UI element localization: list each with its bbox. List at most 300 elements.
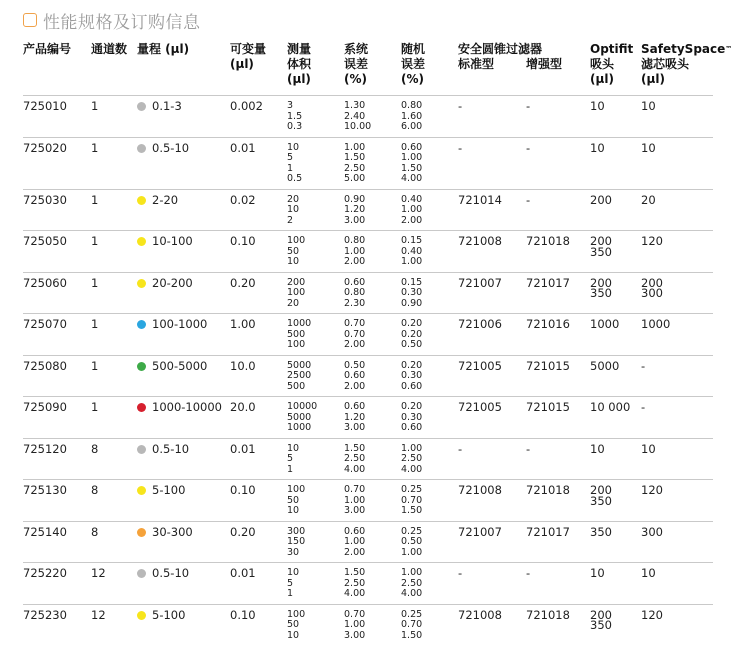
optifit-tip [590, 355, 641, 397]
increment: 10.0 [230, 355, 287, 397]
systematic-error-line: 0.80 [344, 236, 401, 247]
optifit-tip [590, 397, 641, 439]
test-volume-line: 5 [287, 454, 344, 465]
safetyspace-tip [641, 521, 713, 563]
channel-count: 1 [91, 355, 137, 397]
random-error-line: 0.15 [401, 278, 458, 289]
systematic-error-line: 0.60 [344, 371, 401, 382]
section-title [23, 8, 201, 32]
safetyspace-tip-line: - [641, 359, 713, 373]
volume-range-text: 30-300 [152, 525, 193, 539]
filter-standard: 721007 [458, 521, 526, 563]
filter-enhanced: 721018 [526, 480, 590, 522]
random-error-line: 0.40 [401, 195, 458, 206]
optifit-tip-line: 200 [590, 193, 641, 207]
test-volume-line: 100 [287, 610, 344, 621]
random-error-line: 0.60 [401, 143, 458, 154]
volume-range-text: 5-100 [152, 483, 185, 497]
table-row [23, 189, 713, 231]
color-code-dot-icon [137, 611, 146, 620]
test-volume-line: 1 [287, 465, 344, 476]
systematic-error [344, 355, 401, 397]
increment: 20.0 [230, 397, 287, 439]
test-volume [287, 231, 344, 273]
systematic-error-line: 2.50 [344, 579, 401, 590]
safetyspace-tip [641, 272, 713, 314]
color-code-dot-icon [137, 102, 146, 111]
filter-standard: 721005 [458, 397, 526, 439]
systematic-error-line: 1.50 [344, 444, 401, 455]
table-row [23, 96, 713, 138]
product-code: 725140 [23, 521, 91, 563]
random-error-line: 1.50 [401, 506, 458, 517]
systematic-error-line: 0.60 [344, 278, 401, 289]
random-error-line: 0.50 [401, 340, 458, 351]
channel-count: 12 [91, 604, 137, 645]
test-volume [287, 355, 344, 397]
random-error [401, 189, 458, 231]
channel-count: 8 [91, 480, 137, 522]
test-volume-line: 2 [287, 216, 344, 227]
test-volume-line: 10 [287, 205, 344, 216]
random-error-line: 1.60 [401, 112, 458, 123]
volume-range [137, 438, 230, 480]
optifit-tip-line: 200 [590, 610, 641, 621]
optifit-tip [590, 480, 641, 522]
optifit-tip-line: 350 [590, 496, 641, 507]
optifit-tip-line: 10 [590, 141, 641, 155]
test-volume-line: 1 [287, 164, 344, 175]
test-volume-line: 100 [287, 236, 344, 247]
test-volume [287, 189, 344, 231]
product-code: 725230 [23, 604, 91, 645]
systematic-error [344, 314, 401, 356]
test-volume-line: 1.5 [287, 112, 344, 123]
test-volume-line: 100 [287, 340, 344, 351]
random-error-line: 0.70 [401, 496, 458, 507]
optifit-tip-line: 10 [590, 566, 641, 580]
random-error-line: 0.50 [401, 537, 458, 548]
test-volume [287, 137, 344, 189]
table-row [23, 355, 713, 397]
section-title-text: 性能规格及订购信息 [43, 8, 201, 33]
header-channels: 通道数 [91, 40, 137, 96]
optifit-tip-line: 200 [590, 485, 641, 496]
optifit-tip-line: 350 [590, 247, 641, 258]
systematic-error-line: 4.00 [344, 465, 401, 476]
systematic-error-line: 1.50 [344, 153, 401, 164]
increment: 0.002 [230, 96, 287, 138]
volume-range [137, 272, 230, 314]
random-error-line: 4.00 [401, 465, 458, 476]
safetyspace-tip [641, 438, 713, 480]
color-code-dot-icon [137, 362, 146, 371]
test-volume [287, 438, 344, 480]
test-volume-line: 5000 [287, 361, 344, 372]
volume-range-text: 0.5-10 [152, 566, 189, 580]
safetyspace-tip-line: 10 [641, 442, 713, 456]
systematic-error-line: 1.20 [344, 413, 401, 424]
systematic-error-line: 1.00 [344, 143, 401, 154]
random-error-line: 0.25 [401, 527, 458, 538]
volume-range [137, 521, 230, 563]
systematic-error-line: 0.50 [344, 361, 401, 372]
filter-enhanced: - [526, 438, 590, 480]
channel-count: 1 [91, 189, 137, 231]
volume-range-text: 500-5000 [152, 359, 207, 373]
systematic-error-line: 4.00 [344, 589, 401, 600]
safetyspace-tip [641, 355, 713, 397]
channel-count: 12 [91, 563, 137, 605]
random-error-line: 0.20 [401, 330, 458, 341]
test-volume-line: 10000 [287, 402, 344, 413]
filter-enhanced: 721015 [526, 355, 590, 397]
filter-enhanced: - [526, 137, 590, 189]
safetyspace-tip [641, 231, 713, 273]
random-error-line: 0.90 [401, 299, 458, 310]
test-volume-line: 50 [287, 620, 344, 631]
systematic-error-line: 2.50 [344, 164, 401, 175]
filter-standard: 721007 [458, 272, 526, 314]
optifit-tip-line: 10 [590, 99, 641, 113]
systematic-error-line: 0.60 [344, 527, 401, 538]
optifit-tip [590, 96, 641, 138]
filter-enhanced: - [526, 563, 590, 605]
volume-range-text: 0.1-3 [152, 99, 182, 113]
increment: 0.01 [230, 137, 287, 189]
safetyspace-tip [641, 189, 713, 231]
test-volume-line: 10 [287, 568, 344, 579]
random-error-line: 1.00 [401, 548, 458, 559]
systematic-error [344, 189, 401, 231]
color-code-dot-icon [137, 403, 146, 412]
color-code-dot-icon [137, 144, 146, 153]
product-code: 725090 [23, 397, 91, 439]
random-error-line: 0.70 [401, 620, 458, 631]
color-code-dot-icon [137, 237, 146, 246]
filter-standard: - [458, 137, 526, 189]
systematic-error [344, 397, 401, 439]
test-volume [287, 397, 344, 439]
systematic-error-line: 3.00 [344, 631, 401, 642]
spec-table [23, 40, 713, 645]
random-error-line: 1.00 [401, 257, 458, 268]
table-body [23, 96, 713, 645]
systematic-error-line: 0.70 [344, 319, 401, 330]
systematic-error-line: 3.00 [344, 216, 401, 227]
test-volume-line: 10 [287, 143, 344, 154]
volume-range [137, 231, 230, 273]
filter-standard: - [458, 438, 526, 480]
channel-count: 1 [91, 137, 137, 189]
systematic-error-line: 2.00 [344, 257, 401, 268]
trademark-symbol: ™ [725, 45, 732, 53]
systematic-error [344, 231, 401, 273]
systematic-error-line: 10.00 [344, 122, 401, 133]
table-row [23, 272, 713, 314]
test-volume-line: 0.3 [287, 122, 344, 133]
channel-count: 8 [91, 521, 137, 563]
random-error [401, 355, 458, 397]
product-code: 725220 [23, 563, 91, 605]
systematic-error [344, 521, 401, 563]
random-error-line: 4.00 [401, 174, 458, 185]
volume-range-text: 20-200 [152, 276, 193, 290]
filter-enhanced: 721017 [526, 272, 590, 314]
safetyspace-tip [641, 96, 713, 138]
optifit-tip-line: 200 [590, 278, 641, 289]
safetyspace-tip-line: 300 [641, 525, 713, 539]
filter-standard: 721008 [458, 604, 526, 645]
systematic-error [344, 272, 401, 314]
channel-count: 1 [91, 314, 137, 356]
test-volume-line: 5 [287, 153, 344, 164]
random-error-line: 2.50 [401, 579, 458, 590]
optifit-tip [590, 137, 641, 189]
table-row [23, 563, 713, 605]
header-filter-enhanced: 增强型 [526, 57, 562, 72]
product-code: 725060 [23, 272, 91, 314]
color-code-dot-icon [137, 279, 146, 288]
filter-standard: 721006 [458, 314, 526, 356]
systematic-error-line: 0.70 [344, 485, 401, 496]
header-increment: 可变量 (µl) [230, 40, 287, 96]
random-error-line: 1.50 [401, 631, 458, 642]
increment: 0.01 [230, 563, 287, 605]
channel-count: 1 [91, 397, 137, 439]
optifit-tip [590, 189, 641, 231]
increment: 0.10 [230, 231, 287, 273]
test-volume-line: 50 [287, 247, 344, 258]
random-error-line: 1.00 [401, 568, 458, 579]
random-error-line: 0.20 [401, 319, 458, 330]
color-code-dot-icon [137, 196, 146, 205]
safetyspace-tip-line: 300 [641, 288, 713, 299]
test-volume [287, 604, 344, 645]
random-error-line: 0.25 [401, 610, 458, 621]
systematic-error-line: 2.50 [344, 454, 401, 465]
table-row [23, 521, 713, 563]
filter-enhanced: 721015 [526, 397, 590, 439]
color-code-dot-icon [137, 569, 146, 578]
volume-range-text: 2-20 [152, 193, 178, 207]
test-volume [287, 314, 344, 356]
header-range: 量程 (µl) [137, 40, 230, 96]
safetyspace-tip [641, 480, 713, 522]
random-error [401, 604, 458, 645]
random-error [401, 137, 458, 189]
table-row [23, 438, 713, 480]
random-error-line: 0.15 [401, 236, 458, 247]
volume-range [137, 137, 230, 189]
product-code: 725130 [23, 480, 91, 522]
color-code-dot-icon [137, 445, 146, 454]
test-volume-line: 10 [287, 444, 344, 455]
random-error-line: 0.20 [401, 361, 458, 372]
volume-range [137, 96, 230, 138]
header-optifit: Optifit 吸头 (µl) [590, 40, 641, 96]
filter-standard: 721014 [458, 189, 526, 231]
test-volume-line: 1000 [287, 319, 344, 330]
volume-range-text: 5-100 [152, 608, 185, 622]
systematic-error-line: 0.80 [344, 288, 401, 299]
table-header [23, 40, 713, 96]
table-row [23, 397, 713, 439]
systematic-error-line: 0.70 [344, 330, 401, 341]
safetyspace-tip-line: 20 [641, 193, 713, 207]
test-volume-line: 5000 [287, 413, 344, 424]
filter-enhanced: 721018 [526, 231, 590, 273]
volume-range [137, 314, 230, 356]
test-volume-line: 10 [287, 631, 344, 642]
filter-standard: 721008 [458, 231, 526, 273]
optifit-tip [590, 314, 641, 356]
header-systematic-error: 系统 误差 (%) [344, 40, 401, 96]
systematic-error [344, 480, 401, 522]
volume-range-text: 0.5-10 [152, 442, 189, 456]
channel-count: 1 [91, 231, 137, 273]
random-error-line: 6.00 [401, 122, 458, 133]
filter-enhanced: 721016 [526, 314, 590, 356]
safetyspace-tip-line: 10 [641, 141, 713, 155]
test-volume-line: 2500 [287, 371, 344, 382]
optifit-tip-line: 1000 [590, 317, 641, 331]
color-code-dot-icon [137, 320, 146, 329]
test-volume [287, 272, 344, 314]
random-error [401, 480, 458, 522]
channel-count: 1 [91, 96, 137, 138]
product-code: 725020 [23, 137, 91, 189]
header-filter-standard: 标准型 [458, 57, 526, 72]
safetyspace-tip-line: 120 [641, 234, 713, 248]
systematic-error-line: 1.00 [344, 620, 401, 631]
optifit-tip-line: 350 [590, 525, 641, 539]
random-error-line: 0.30 [401, 288, 458, 299]
increment: 0.20 [230, 521, 287, 563]
product-code: 725070 [23, 314, 91, 356]
test-volume-line: 100 [287, 288, 344, 299]
optifit-tip [590, 563, 641, 605]
volume-range-text: 1000-10000 [152, 400, 222, 414]
systematic-error [344, 438, 401, 480]
optifit-tip [590, 272, 641, 314]
filter-enhanced: - [526, 96, 590, 138]
random-error-line: 0.60 [401, 382, 458, 393]
optifit-tip-line: 350 [590, 288, 641, 299]
systematic-error-line: 2.40 [344, 112, 401, 123]
systematic-error-line: 5.00 [344, 174, 401, 185]
table-row [23, 480, 713, 522]
optifit-tip [590, 604, 641, 645]
channel-count: 1 [91, 272, 137, 314]
header-volume: 测量 体积 (µl) [287, 40, 344, 96]
increment: 0.20 [230, 272, 287, 314]
random-error [401, 397, 458, 439]
random-error [401, 231, 458, 273]
random-error-line: 0.30 [401, 371, 458, 382]
systematic-error-line: 1.00 [344, 537, 401, 548]
systematic-error-line: 2.00 [344, 340, 401, 351]
filter-enhanced: - [526, 189, 590, 231]
systematic-error [344, 96, 401, 138]
header-safetyspace: SafetySpace™ 滤芯吸头 (µl) [641, 40, 713, 96]
increment: 0.02 [230, 189, 287, 231]
safetyspace-tip [641, 563, 713, 605]
volume-range [137, 355, 230, 397]
test-volume-line: 500 [287, 330, 344, 341]
color-code-dot-icon [137, 528, 146, 537]
random-error-line: 0.30 [401, 413, 458, 424]
random-error [401, 272, 458, 314]
table-row [23, 604, 713, 645]
random-error-line: 0.25 [401, 485, 458, 496]
optifit-tip-line: 200 [590, 236, 641, 247]
systematic-error-line: 3.00 [344, 506, 401, 517]
test-volume-line: 300 [287, 527, 344, 538]
safetyspace-tip-line: 120 [641, 608, 713, 622]
random-error-line: 4.00 [401, 589, 458, 600]
systematic-error-line: 0.90 [344, 195, 401, 206]
test-volume-line: 20 [287, 299, 344, 310]
random-error-line: 1.00 [401, 444, 458, 455]
header-safe-cone-filter: 安全圆锥过滤器 标准型 增强型 [458, 40, 590, 96]
product-code: 725030 [23, 189, 91, 231]
filter-enhanced: 721017 [526, 521, 590, 563]
test-volume [287, 96, 344, 138]
volume-range [137, 397, 230, 439]
optifit-tip-line: 350 [590, 620, 641, 631]
systematic-error-line: 1.50 [344, 568, 401, 579]
increment: 1.00 [230, 314, 287, 356]
filter-standard: 721008 [458, 480, 526, 522]
systematic-error-line: 2.30 [344, 299, 401, 310]
safetyspace-tip [641, 137, 713, 189]
systematic-error-line: 2.00 [344, 382, 401, 393]
random-error-line: 0.80 [401, 101, 458, 112]
optifit-tip-line: 10 000 [590, 400, 641, 414]
random-error-line: 2.50 [401, 454, 458, 465]
random-error-line: 0.60 [401, 423, 458, 434]
filter-standard: - [458, 563, 526, 605]
table-row [23, 231, 713, 273]
optifit-tip [590, 231, 641, 273]
test-volume-line: 100 [287, 485, 344, 496]
test-volume-line: 20 [287, 195, 344, 206]
volume-range [137, 604, 230, 645]
systematic-error-line: 0.60 [344, 402, 401, 413]
increment: 0.10 [230, 604, 287, 645]
volume-range-text: 100-1000 [152, 317, 207, 331]
random-error [401, 438, 458, 480]
systematic-error-line: 1.20 [344, 205, 401, 216]
systematic-error [344, 137, 401, 189]
test-volume [287, 521, 344, 563]
increment: 0.10 [230, 480, 287, 522]
product-code: 725080 [23, 355, 91, 397]
increment: 0.01 [230, 438, 287, 480]
systematic-error-line: 1.30 [344, 101, 401, 112]
systematic-error-line: 1.00 [344, 496, 401, 507]
optifit-tip [590, 521, 641, 563]
test-volume-line: 1000 [287, 423, 344, 434]
random-error [401, 96, 458, 138]
safetyspace-tip [641, 314, 713, 356]
systematic-error [344, 604, 401, 645]
test-volume-line: 50 [287, 496, 344, 507]
safetyspace-tip-line: 200 [641, 278, 713, 289]
test-volume-line: 150 [287, 537, 344, 548]
channel-count: 8 [91, 438, 137, 480]
